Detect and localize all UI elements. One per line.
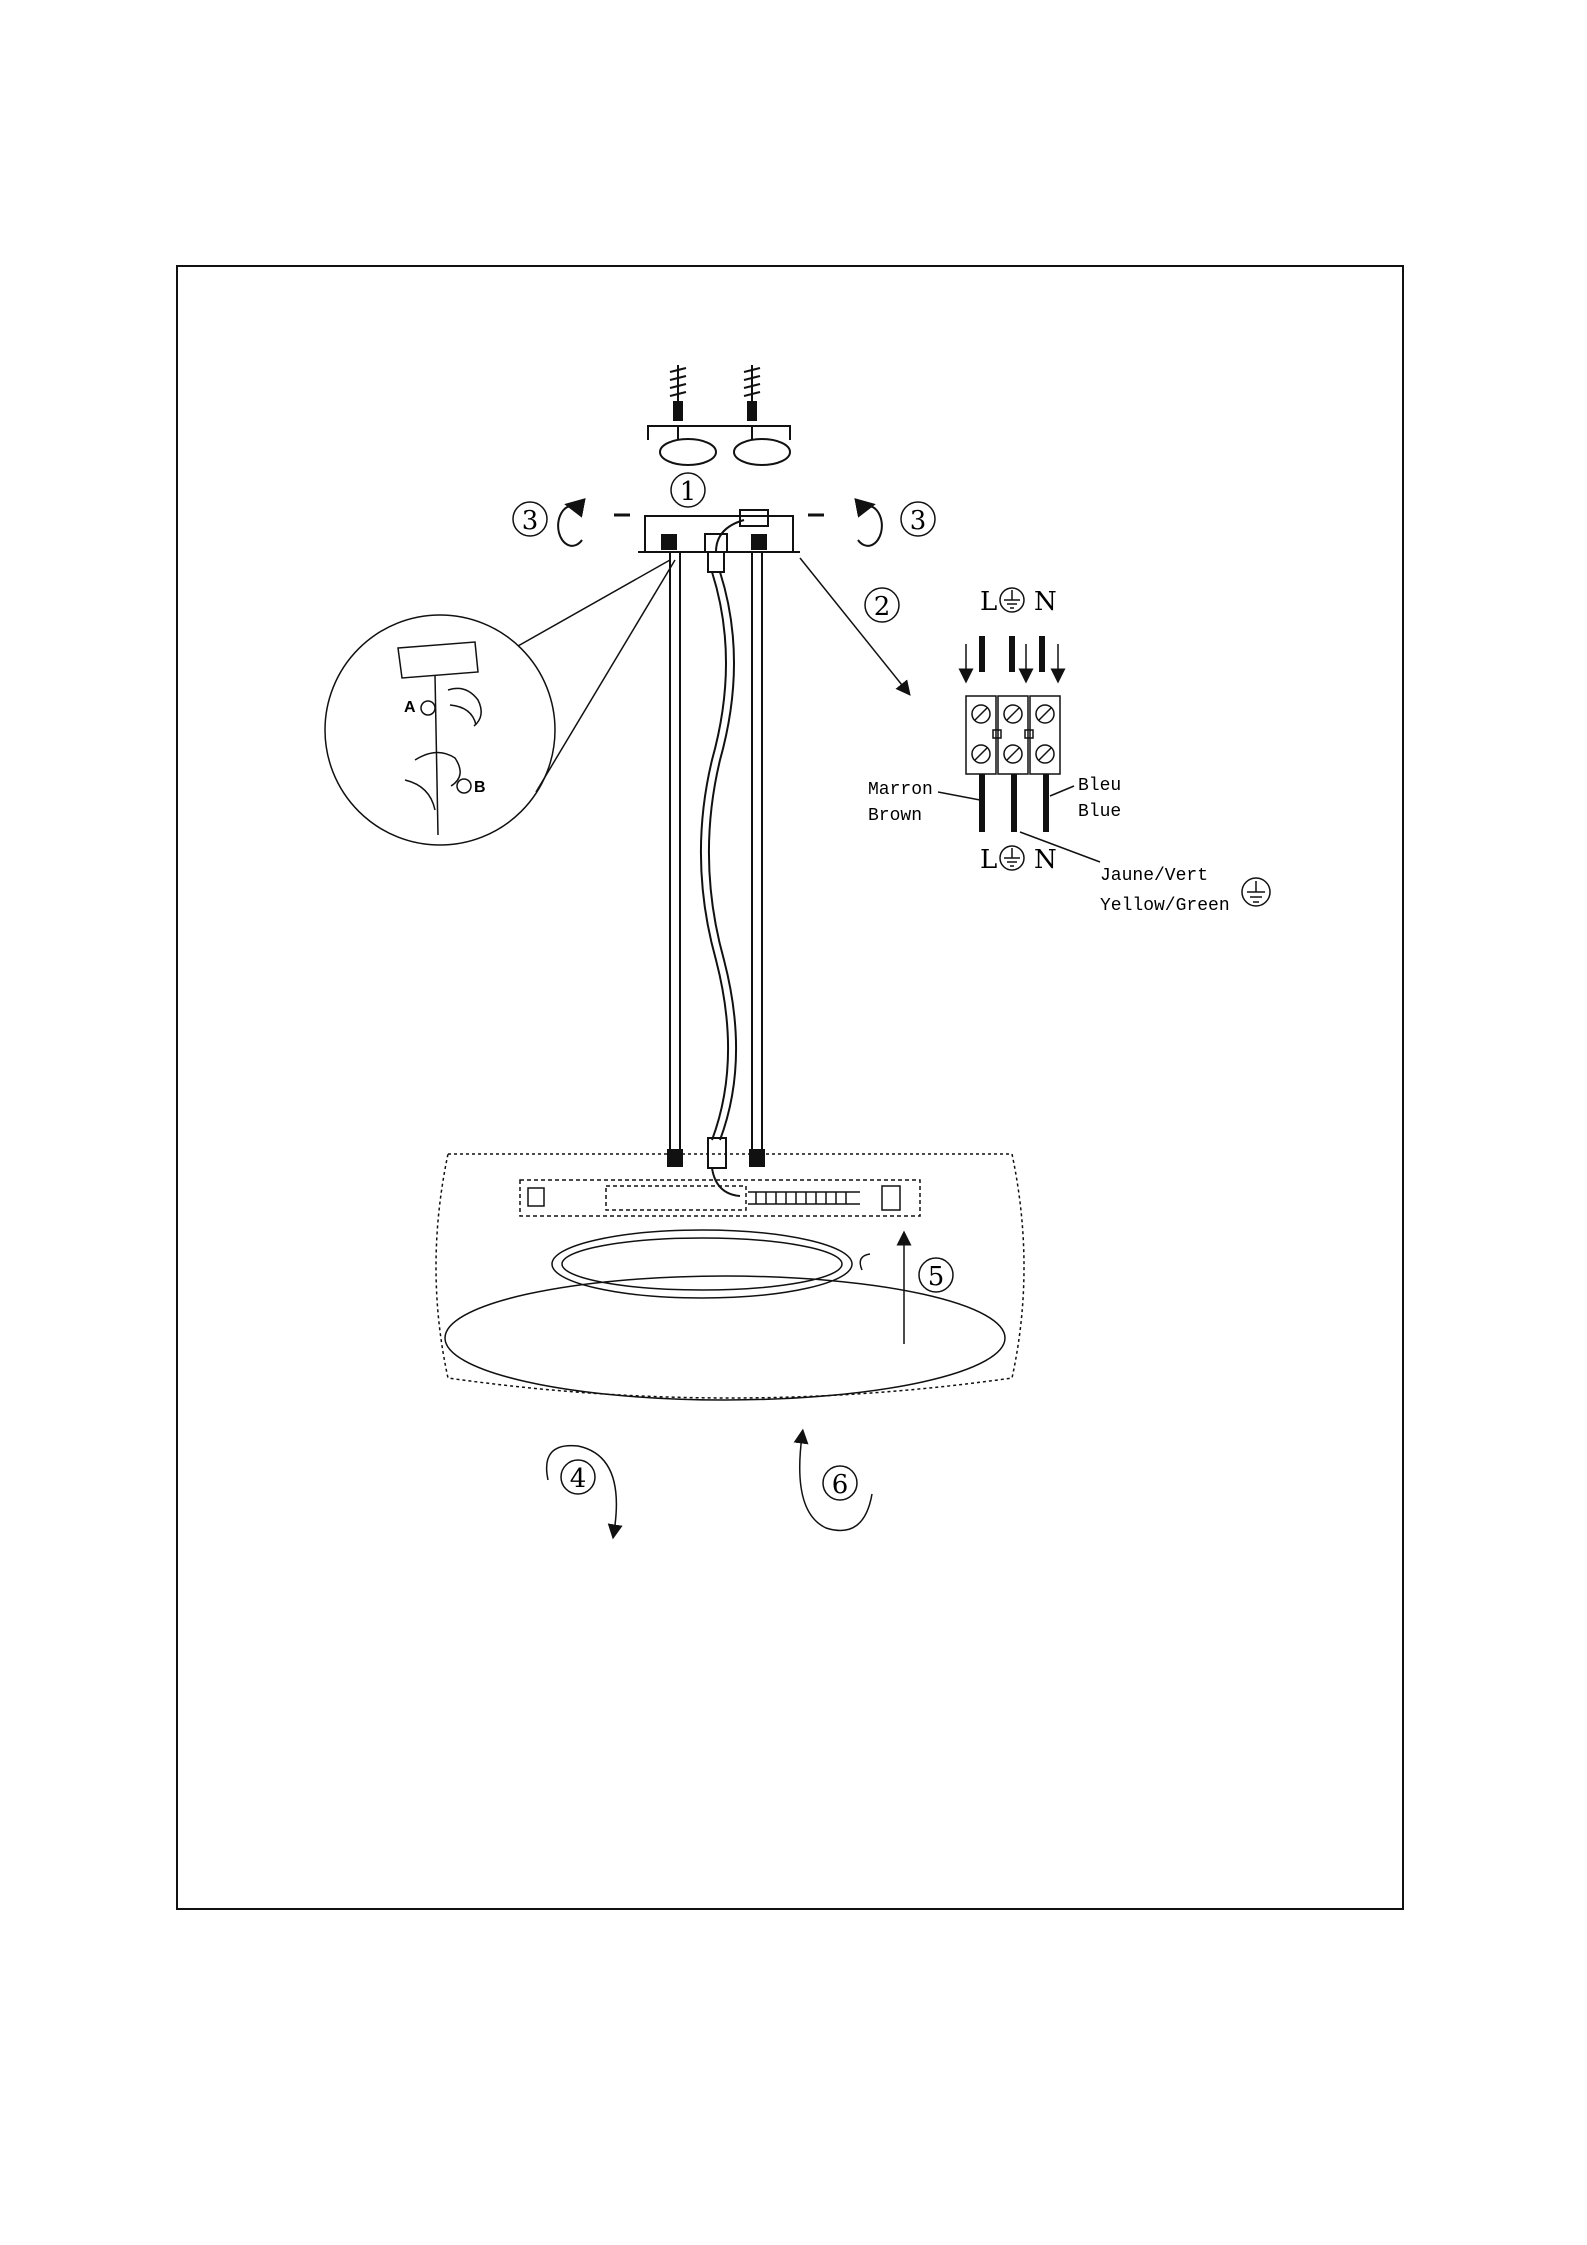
- wiring-top-l: L: [980, 587, 998, 617]
- ceiling-screw-left-icon: [670, 365, 686, 420]
- power-cord: [701, 552, 736, 1140]
- wire-blue-en: Blue: [1078, 802, 1122, 822]
- inset-label-b: B: [474, 779, 486, 796]
- canopy-plate: [638, 510, 800, 552]
- step-3-right-label: 3: [909, 506, 927, 536]
- wiring-bottom-n: N: [1034, 845, 1057, 875]
- blue-leader-line: [1050, 786, 1074, 796]
- outgoing-wires: [982, 774, 1046, 832]
- wire-brown-en: Brown: [868, 806, 923, 826]
- wire-earth-fr: Jaune/Vert: [1100, 866, 1209, 886]
- driver-terminal-strip: [528, 1186, 900, 1210]
- rotate-arrow-icon: [860, 1254, 870, 1270]
- wire-earth-en: Yellow/Green: [1100, 896, 1230, 916]
- wire-blue-fr: Bleu: [1078, 776, 1122, 796]
- inset-label-a: A: [404, 699, 416, 716]
- rotate-arrow-icon: [558, 506, 582, 546]
- wire-brown-fr: Marron: [868, 780, 933, 800]
- terminal-block-icon: [966, 696, 1060, 774]
- step-4-label: 4: [569, 1464, 587, 1494]
- brown-leader-line: [938, 792, 980, 800]
- step-3-left-label: 3: [521, 506, 539, 536]
- earth-symbol-icon: [1000, 588, 1024, 612]
- shade-fixings: [668, 1138, 764, 1196]
- earth-leader-line: [1020, 832, 1100, 862]
- step-2-label: 2: [873, 592, 891, 622]
- wiring-bottom-l: L: [980, 845, 998, 875]
- rotate-arrow-icon: [858, 506, 882, 546]
- incoming-wires: [982, 636, 1042, 672]
- step-1-label: 1: [679, 477, 697, 507]
- step-2-arrow: [800, 558, 906, 690]
- adjuster-detail-inset: [325, 560, 675, 845]
- earth-symbol-icon: [1242, 878, 1270, 906]
- earth-symbol-icon: [1000, 846, 1024, 870]
- wiring-top-n: N: [1034, 587, 1057, 617]
- step-5-label: 5: [927, 1262, 945, 1292]
- ceiling-screw-right-icon: [744, 365, 760, 420]
- step-6-label: 6: [831, 1470, 849, 1500]
- ceiling-bracket: [648, 426, 790, 465]
- suspension-cables: [670, 552, 762, 1160]
